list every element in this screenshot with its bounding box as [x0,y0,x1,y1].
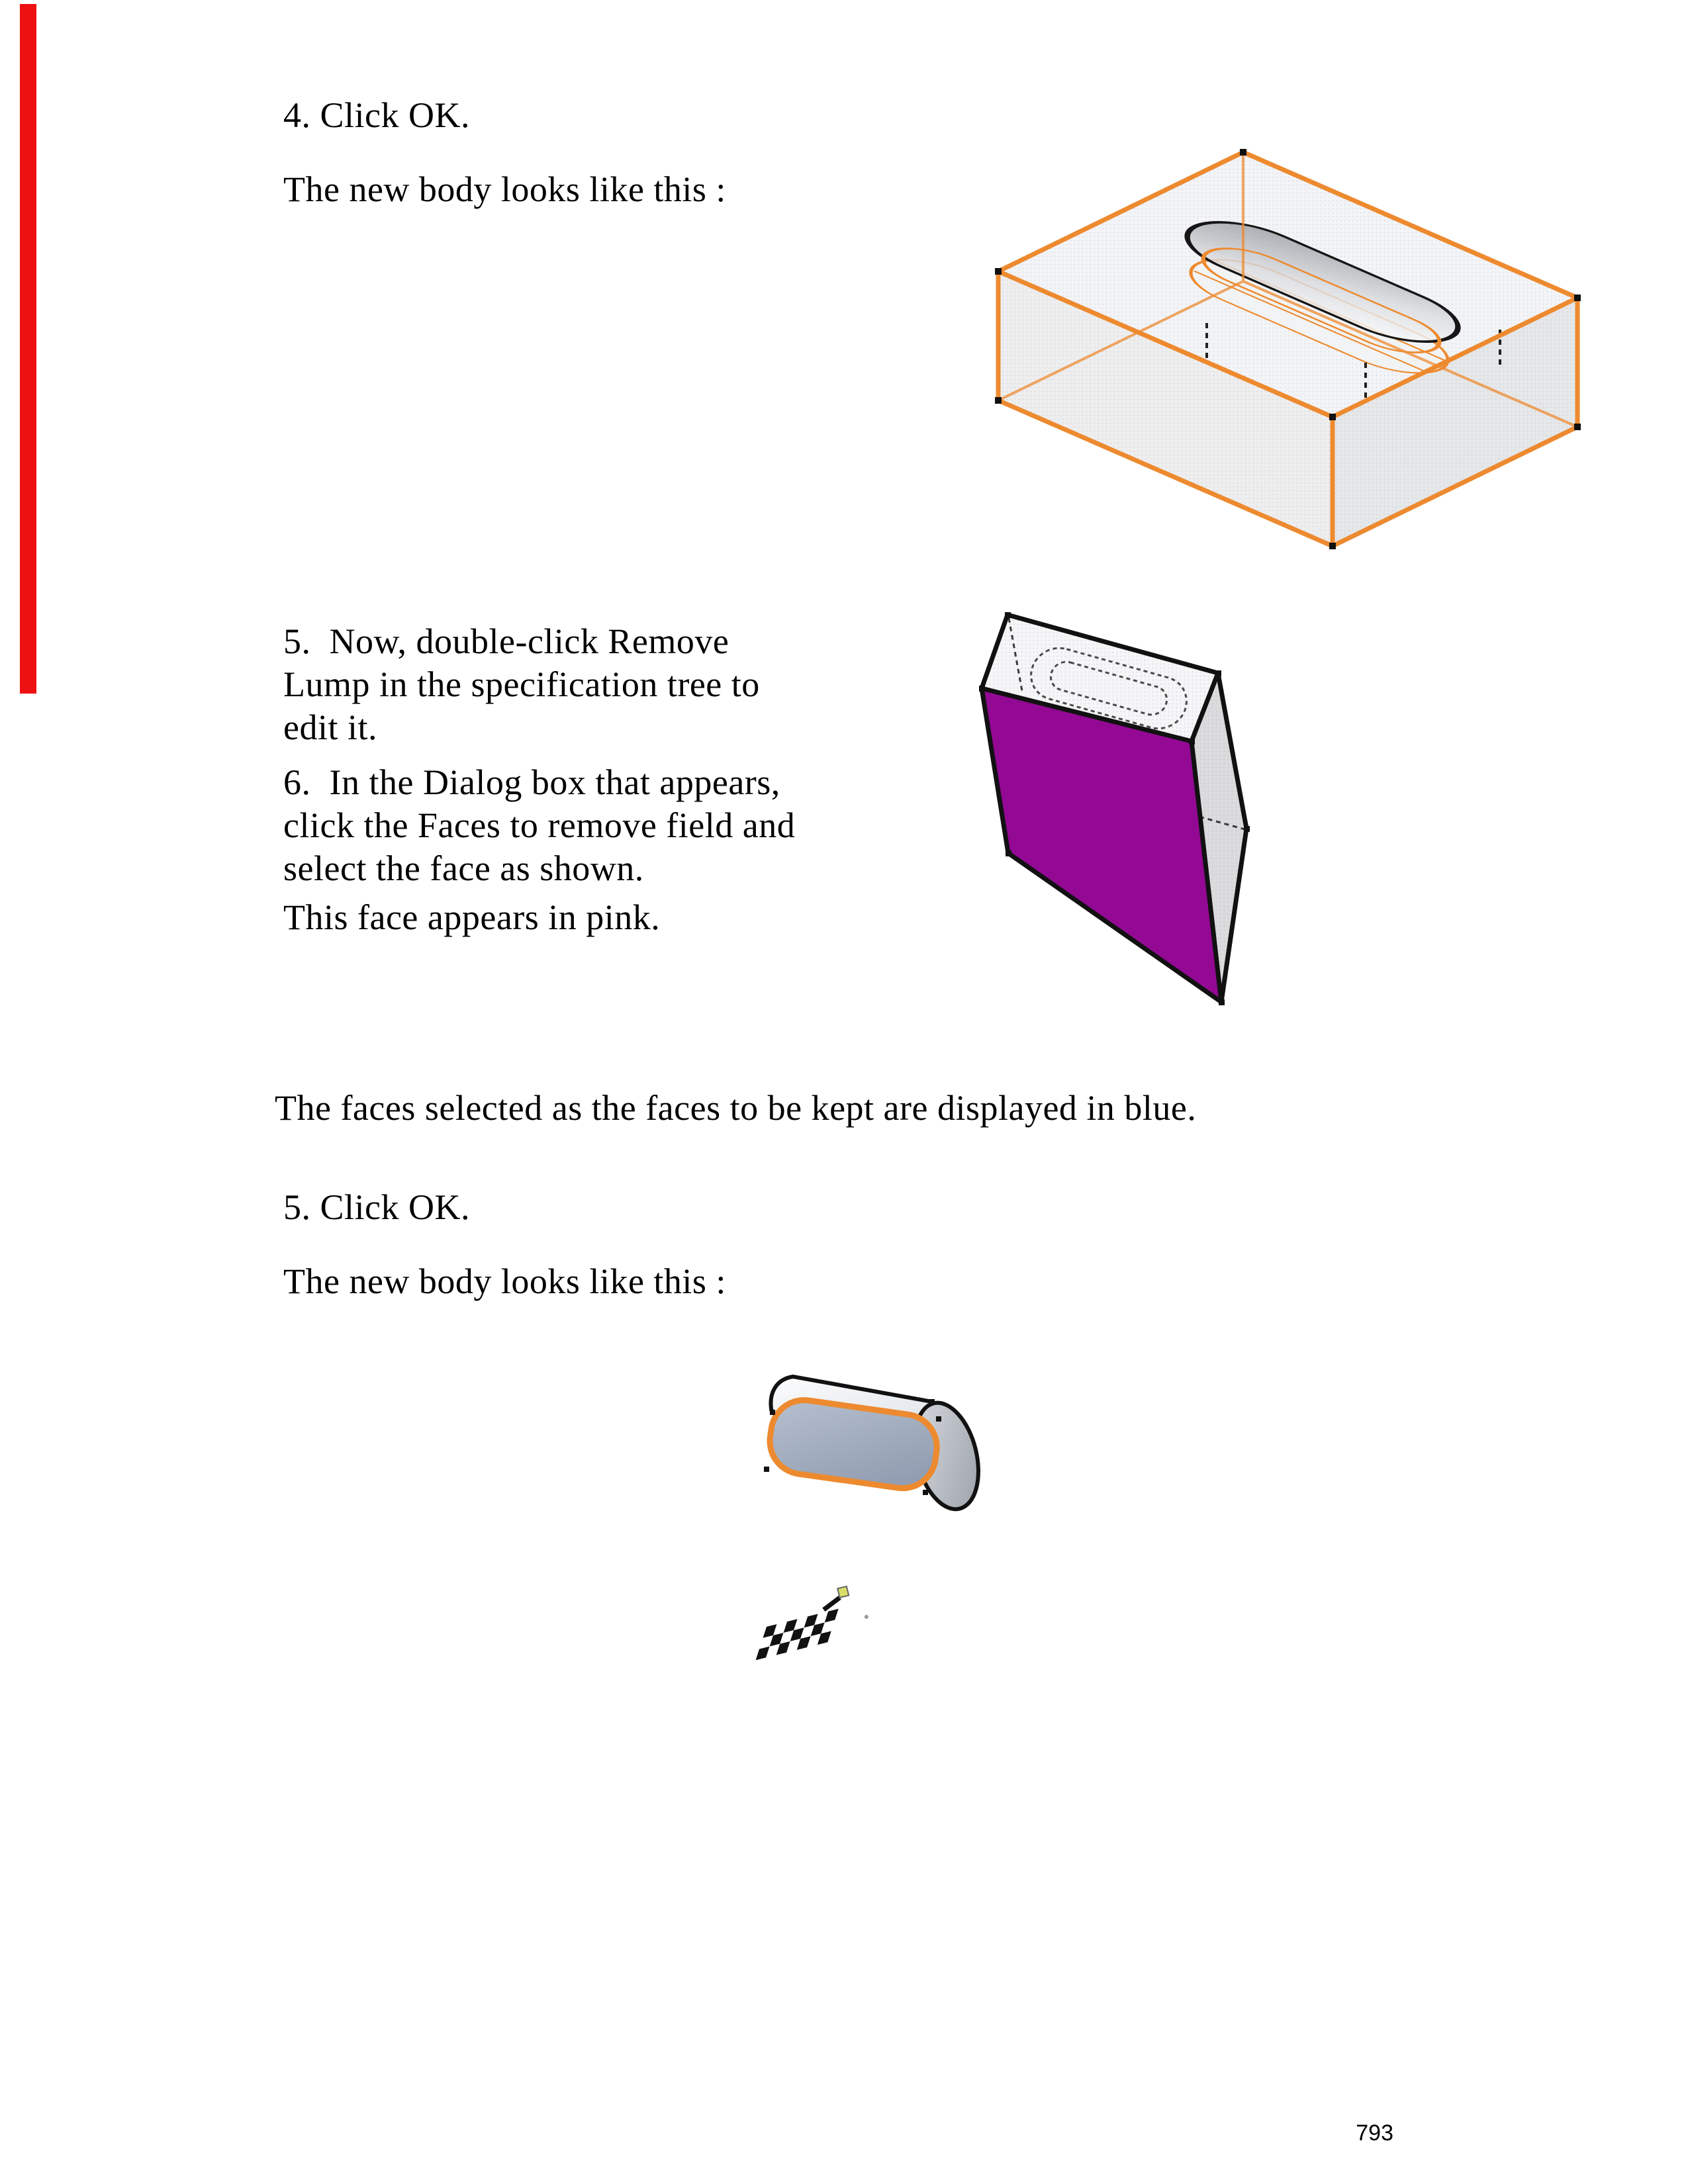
instruction-step-5-line3: edit it. [283,707,377,747]
instruction-step-6-line1: 6. In the Dialog box that appears, [283,762,780,802]
instruction-step-5b: 5. Click OK. [283,1187,470,1227]
flag-cells [756,1609,839,1661]
instruction-step-5-line2: Lump in the specification tree to [283,664,760,704]
instruction-step-6-line3: select the face as shown. [283,848,644,888]
instruction-step-5-line1: 5. Now, double-click Remove [283,621,729,661]
checkered-flag-icon [743,1583,872,1661]
page-number: 793 [1356,2120,1393,2146]
speck [864,1614,868,1619]
note-face-pink: This face appears in pink. [283,897,661,937]
instruction-step-4: 4. Click OK. [283,95,470,135]
flag-pole-tip [837,1586,849,1598]
note-new-body-1: The new body looks like this : [283,169,726,209]
flag-pole [821,1598,841,1610]
instruction-step-6-line2: click the Faces to remove field and [283,805,796,845]
box-faces [998,152,1577,546]
note-new-body-2: The new body looks like this : [283,1261,726,1301]
note-faces-kept-blue: The faces selected as the faces to be kept are displayed in blue. [275,1088,1197,1128]
figure-pocket-block [978,124,1597,555]
figure-face-selection [953,584,1483,1034]
figure-result-body [733,1329,1018,1666]
red-margin-bar [20,4,36,694]
